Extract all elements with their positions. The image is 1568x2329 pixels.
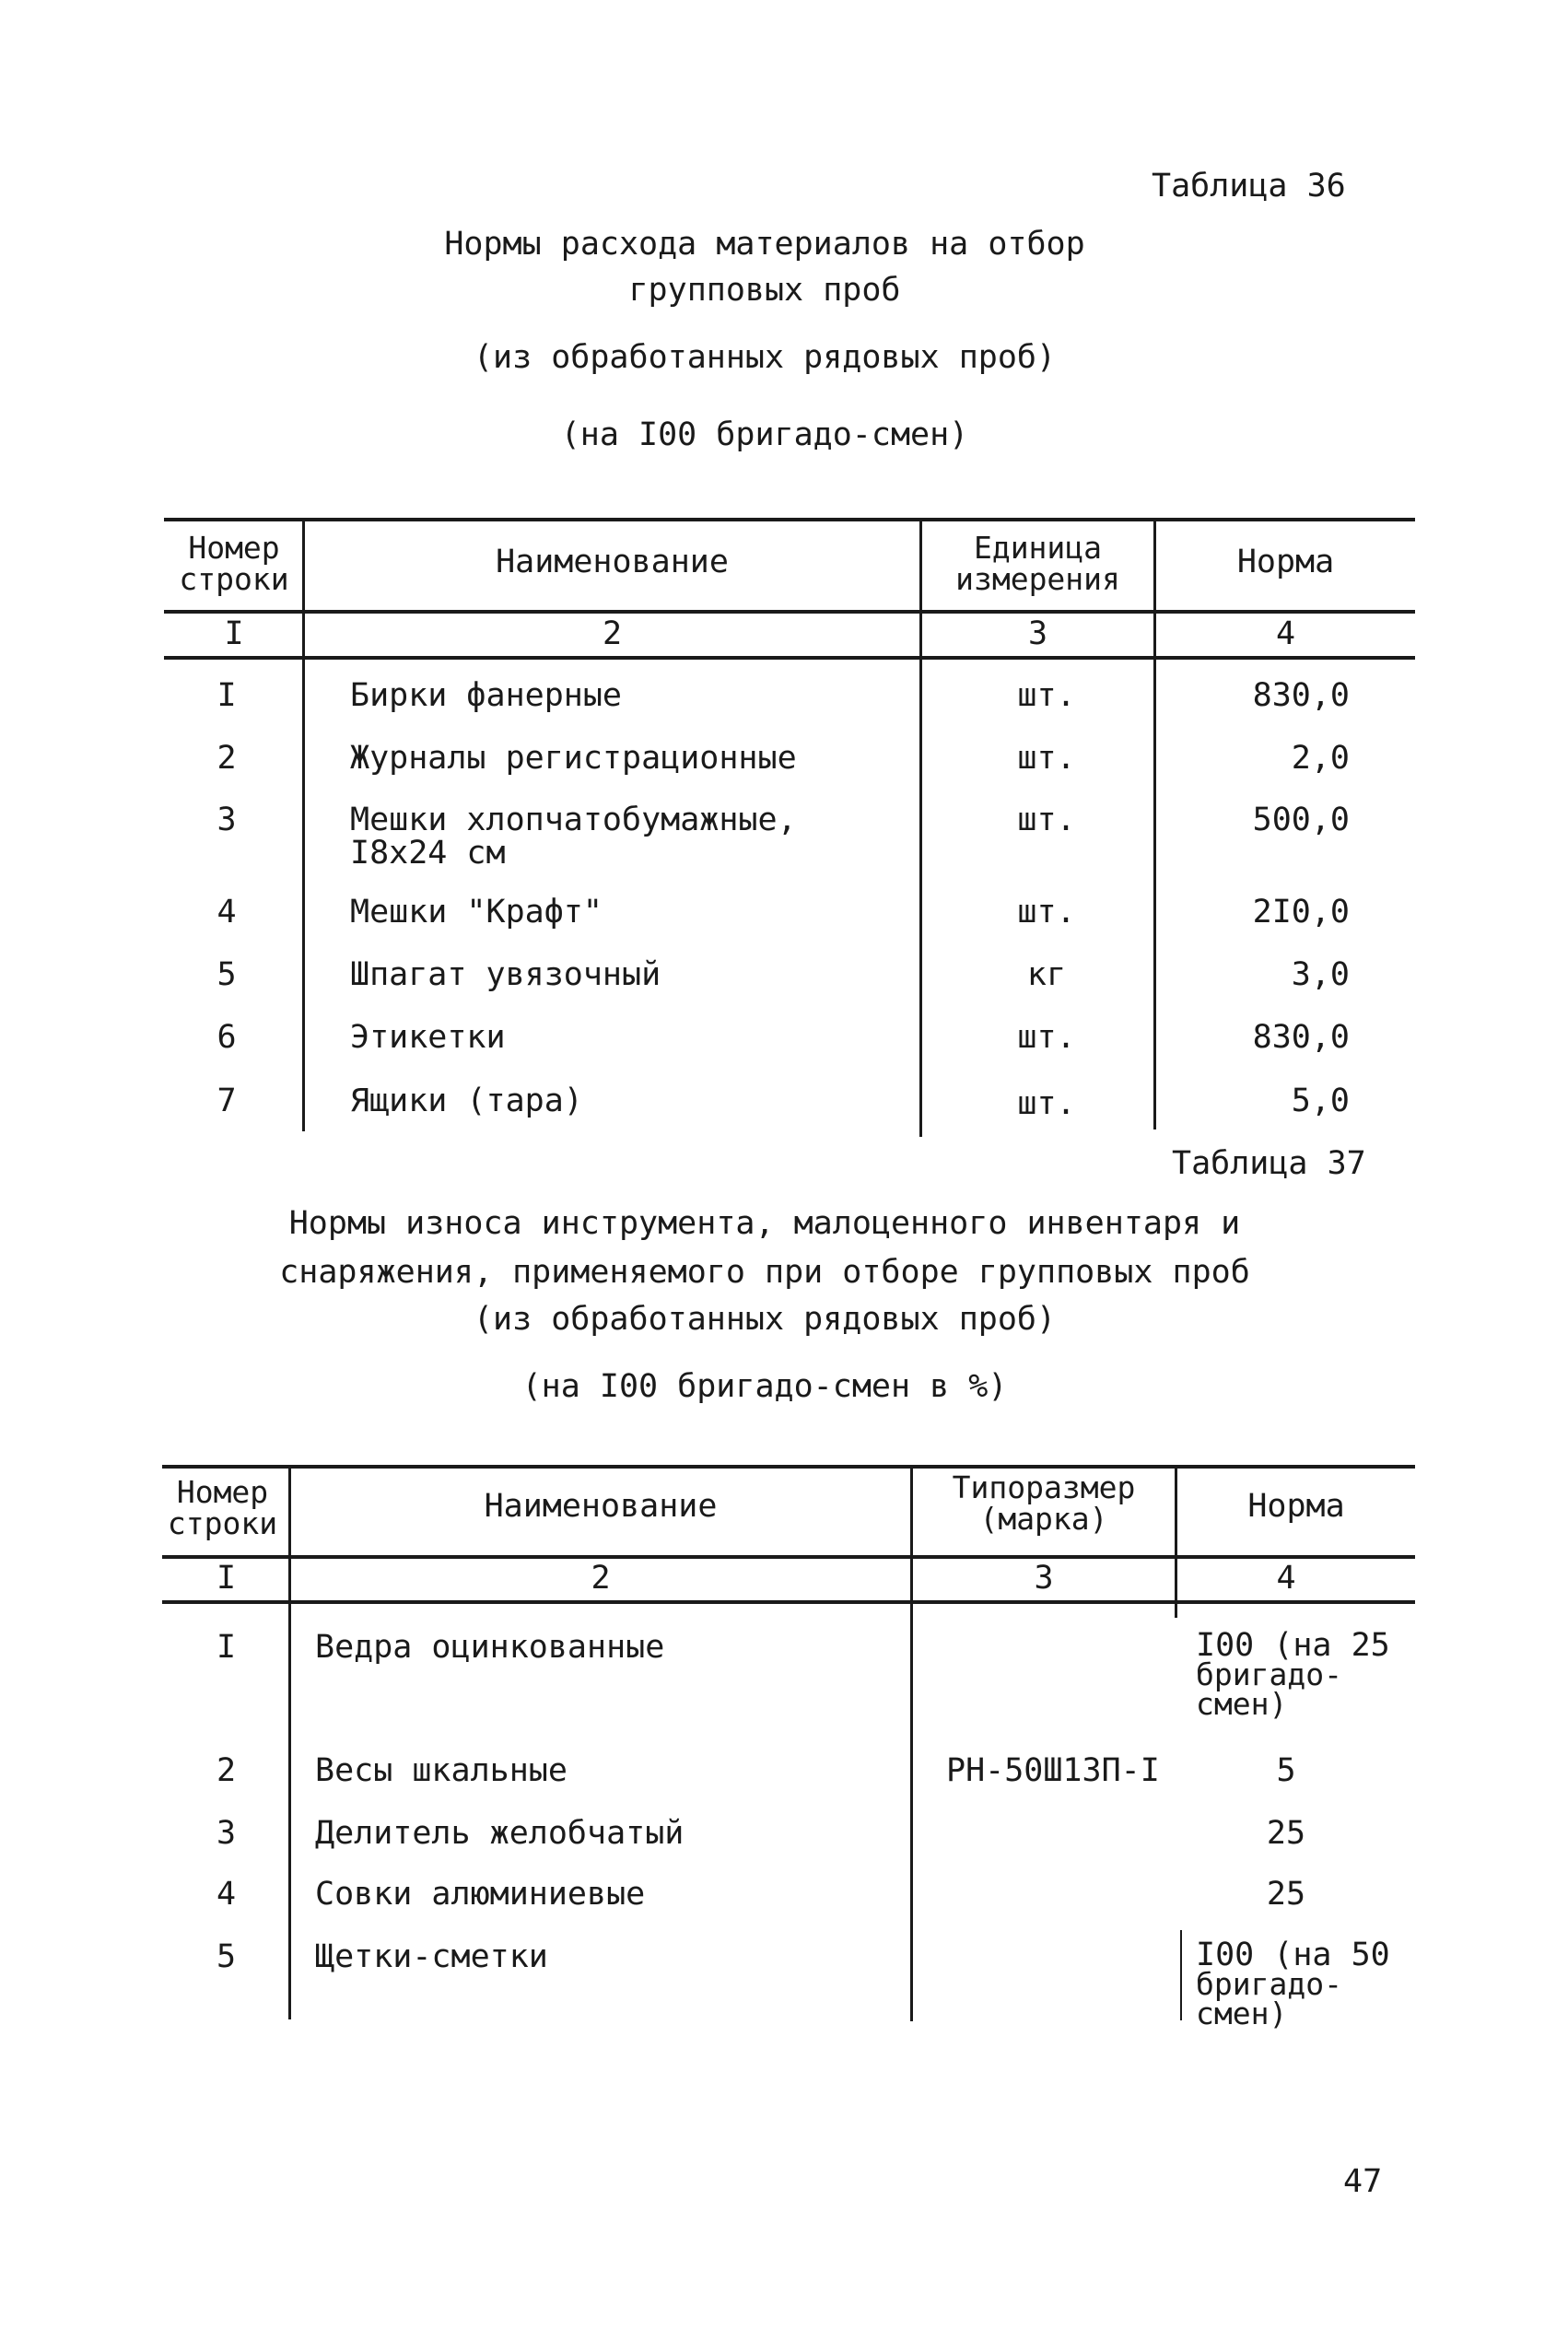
row-name: Весы шкальные	[315, 1752, 568, 1789]
table-37-colnum-4: 4	[1276, 1560, 1296, 1597]
row-norm: 830,0	[1252, 677, 1350, 714]
row-name: Шпагат увязочный	[350, 956, 661, 993]
row-norm: 830,0	[1252, 1019, 1350, 1056]
row-norm: 500,0	[1252, 802, 1350, 838]
table-37-colnum-2: 2	[591, 1560, 611, 1597]
table-37-colnum-1: I	[216, 1560, 237, 1597]
row-unit: шт.	[1017, 894, 1076, 930]
row-unit: шт.	[1017, 1085, 1076, 1122]
table-37-title-line2: снаряжения, применяемого при отборе групповых проб	[279, 1254, 1250, 1291]
row-number: 5	[216, 956, 237, 993]
row-norm: 2I0,0	[1252, 894, 1350, 930]
table-36-header-name: Наименование	[496, 544, 729, 580]
row-name: Ящики (тара)	[350, 1083, 583, 1119]
table-36-subtitle: (из обработанных рядовых проб)	[473, 339, 1057, 376]
table-36-colnum-1: I	[224, 615, 244, 652]
row-name: Этикетки	[350, 1019, 506, 1056]
table-36-header-num-line1: Номер	[188, 530, 280, 566]
page-number: 47	[1343, 2163, 1383, 2200]
row-unit: шт.	[1017, 1019, 1076, 1056]
table-37-label: Таблица 37	[1172, 1145, 1366, 1182]
table-37-subtitle: (из обработанных рядовых проб)	[473, 1301, 1057, 1338]
row-name: Мешки хлопчатобумажные,	[350, 802, 797, 838]
row-norm: 5	[1276, 1752, 1296, 1789]
row-name: Мешки "Крафт"	[350, 894, 603, 930]
row-norm-line: I00 (на 25	[1196, 1627, 1390, 1664]
table-37-unit-note: (на I00 бригадо-смен в %)	[521, 1368, 1008, 1405]
row-number: 2	[216, 1752, 237, 1789]
row-number: 4	[216, 1876, 237, 1913]
row-name-continued: I8x24 см	[350, 835, 506, 872]
row-number: 6	[216, 1019, 237, 1056]
table-37-header-type-line2: (марка)	[979, 1501, 1108, 1537]
row-name: Совки алюминиевые	[315, 1876, 646, 1913]
row-norm: 5,0	[1291, 1083, 1350, 1119]
row-unit: кг	[1026, 956, 1067, 993]
row-unit: шт.	[1017, 740, 1076, 777]
table-36-title-line2: групповых проб	[628, 272, 901, 309]
row-number: 3	[216, 1815, 237, 1852]
table-37-title-line1: Нормы износа инструмента, малоценного инвентаря и	[288, 1205, 1241, 1242]
row-unit: шт.	[1017, 677, 1076, 714]
table-36-label: Таблица 36	[1152, 168, 1346, 205]
row-number: 4	[216, 894, 237, 930]
row-name: Ведра оцинкованные	[315, 1629, 665, 1666]
row-name: Бирки фанерные	[350, 677, 623, 714]
row-norm-line: I00 (на 50	[1196, 1937, 1390, 1973]
table-37-col-divider-2	[910, 1465, 913, 2021]
table-36-unit-note: (на I00 бригадо-смен)	[560, 416, 969, 453]
table-37-header-num	[157, 1474, 288, 1541]
row-norm: 2,0	[1291, 740, 1350, 777]
table-37-colnum-3: 3	[1034, 1560, 1054, 1597]
row-type: РН-50Ш13П-I	[946, 1752, 1160, 1789]
table-36-colnum-4: 4	[1275, 615, 1296, 652]
row-norm: 3,0	[1291, 956, 1350, 993]
row-norm	[1196, 1937, 1390, 2031]
row-number: 3	[216, 802, 237, 838]
table-37-header-rule	[162, 1555, 1415, 1559]
row-number: 7	[216, 1083, 237, 1119]
row-norm-line: бригадо-	[1196, 1656, 1342, 1692]
table-36-header-unit-line2: измерения	[955, 561, 1120, 597]
row-norm: 25	[1266, 1876, 1306, 1913]
row-name: Журналы регистрационные	[350, 740, 797, 777]
table-37-header-num-line2: строки	[167, 1505, 278, 1541]
row-norm	[1196, 1627, 1390, 1722]
table-36-header-norm: Норма	[1236, 544, 1335, 580]
table-37-header-norm: Норма	[1247, 1488, 1345, 1525]
row-name: Щетки-сметки	[315, 1938, 548, 1975]
row-norm-line: смен)	[1196, 1686, 1288, 1722]
table-37-header-type-line1: Типоразмер	[952, 1469, 1136, 1505]
table-37-header-num-line1: Номер	[176, 1474, 269, 1510]
table-37-col-divider-1	[288, 1465, 291, 2019]
table-36-title-line1: Нормы расхода материалов на отбор	[444, 226, 1085, 263]
row-number: 2	[216, 740, 237, 777]
table-37-colnum-rule	[162, 1600, 1415, 1604]
table-36-header-unit-line1: Единица	[973, 530, 1103, 566]
table-37-header-name: Наименование	[484, 1488, 718, 1525]
table-36-header-num-line2: строки	[179, 561, 289, 597]
row-number: 5	[216, 1938, 237, 1975]
table-37-col-divider-3-lower	[1180, 1930, 1182, 2020]
row-number: I	[216, 677, 237, 714]
table-36-colnum-3: 3	[1027, 615, 1048, 652]
row-number: I	[216, 1629, 237, 1666]
table-37-header-type	[913, 1469, 1175, 1537]
table-37-top-rule	[162, 1465, 1415, 1469]
table-36-colnum-2: 2	[602, 615, 623, 652]
row-norm: 25	[1266, 1815, 1306, 1852]
row-name: Делитель желобчатый	[315, 1815, 685, 1852]
row-norm-line: смен)	[1196, 1995, 1288, 2031]
row-norm-line: бригадо-	[1196, 1966, 1342, 2002]
row-unit: шт.	[1017, 802, 1076, 838]
